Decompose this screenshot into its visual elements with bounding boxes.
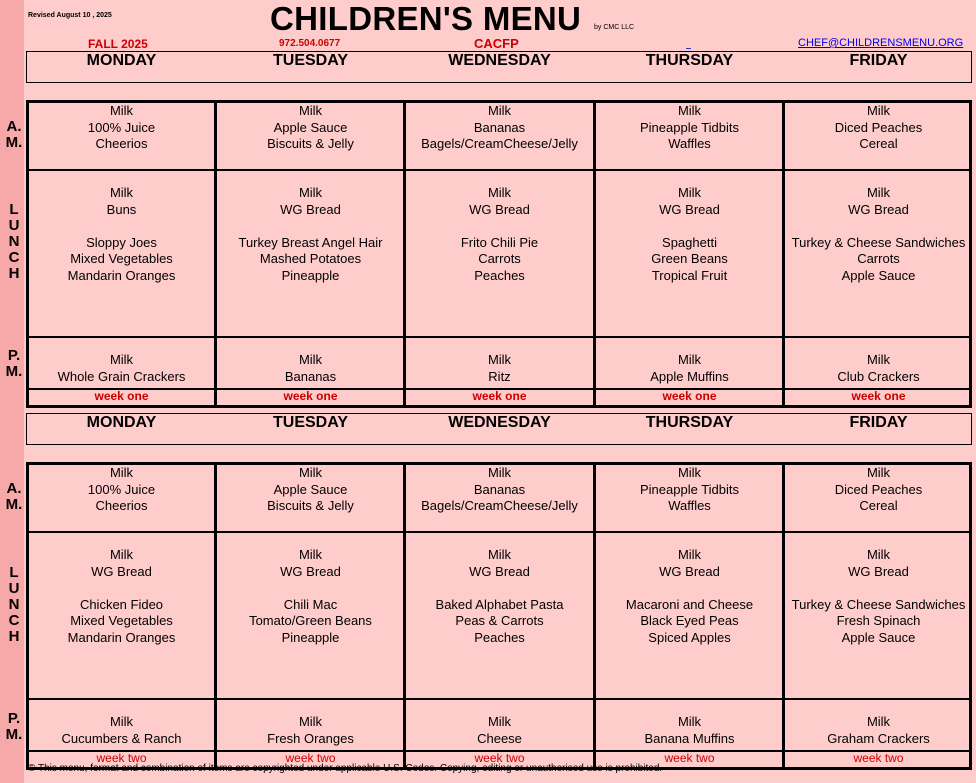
menu-item: Spiced Apples [648, 629, 731, 645]
menu-cell-am-friday [784, 465, 973, 515]
menu-cell-lunch-wednesday [405, 185, 594, 284]
menu-item: Mixed Vegetables [70, 251, 173, 266]
email-link[interactable]: CHEF@CHILDRENSMENU.ORG [798, 37, 964, 49]
menu-item: Macaroni and Cheese [625, 596, 754, 612]
menu-item: Milk [866, 185, 891, 200]
row-divider [29, 336, 969, 338]
period-label: L [9, 564, 19, 581]
menu-item: Milk [677, 185, 702, 200]
menu-item: Milk [109, 465, 134, 480]
menu-item: Milk [866, 352, 891, 367]
week-label: week two [664, 751, 715, 765]
week-label: week two [853, 751, 904, 765]
menu-cell-pm-friday [784, 352, 973, 385]
menu-item: Baked Alphabet Pasta [435, 596, 564, 612]
menu-cell-am-wednesday [405, 103, 594, 153]
row-divider [29, 169, 969, 171]
menu-cell-am-monday [27, 103, 216, 153]
period-label: M. [5, 726, 23, 743]
row-divider [29, 531, 969, 533]
week-label: week one [662, 389, 717, 403]
week-label: week one [851, 389, 906, 403]
menu-item: Milk [109, 547, 134, 562]
day-header-friday: FRIDAY [849, 52, 908, 69]
menu-item [784, 580, 973, 597]
menu-item [27, 218, 216, 235]
menu-cell-lunch-wednesday [405, 547, 594, 646]
menu-item: Milk [298, 352, 323, 367]
menu-item: Pineapple Tidbits [639, 119, 739, 135]
menu-item: Peas & Carrots [455, 613, 544, 628]
menu-item [216, 580, 405, 597]
menu-item: Carrots [478, 251, 521, 266]
menu-cell-am-thursday [595, 103, 784, 153]
menu-cell-am-thursday [595, 465, 784, 515]
menu-cell-am-wednesday [405, 465, 594, 515]
period-label: C [8, 249, 20, 266]
menu-cell-lunch-thursday [595, 547, 784, 646]
menu-item: Bagels/CreamCheese/Jelly [421, 498, 578, 513]
week-label: week one [283, 389, 338, 403]
period-label: A. [6, 480, 22, 497]
menu-item: Mandarin Oranges [67, 267, 176, 283]
menu-cell-pm-thursday [595, 714, 784, 747]
menu-item: Milk [677, 465, 702, 480]
menu-item: Cereal [859, 498, 898, 513]
menu-item: Apple Muffins [650, 368, 729, 384]
menu-cell-pm-monday [27, 352, 216, 385]
period-label: U [8, 580, 20, 597]
period-label: U [8, 217, 20, 234]
menu-item: Green Beans [651, 251, 728, 266]
program-label: CACFP [474, 36, 519, 51]
menu-item: Cucumbers & Ranch [61, 730, 182, 746]
menu-item: Milk [109, 352, 134, 367]
day-header-row [26, 51, 972, 83]
day-header-tuesday: TUESDAY [273, 414, 348, 431]
menu-item: Turkey Breast Angel Hair [238, 234, 383, 250]
menu-cell-lunch-friday [784, 547, 973, 646]
menu-item: Cereal [859, 136, 898, 151]
period-label: P. [7, 710, 21, 727]
menu-item: Milk [298, 185, 323, 200]
row-divider [29, 698, 969, 700]
menu-item: Milk [487, 103, 512, 118]
menu-item: WG Bread [91, 563, 152, 579]
menu-item: Milk [487, 352, 512, 367]
menu-cell-pm-tuesday [216, 714, 405, 747]
menu-item [595, 580, 784, 597]
menu-item: Cheese [477, 730, 522, 746]
menu-item: Pineapple [281, 629, 340, 645]
menu-item: Carrots [857, 251, 900, 266]
copyright-notice: © This menu, format and combination of items are copyrighted under applicable U.S. Codes. Copying, editing or unauthorised use is prohibited. [28, 763, 663, 774]
menu-item: Biscuits & Jelly [267, 498, 354, 513]
menu-cell-lunch-tuesday [216, 185, 405, 284]
menu-item: Pineapple Tidbits [639, 481, 739, 497]
menu-item: Black Eyed Peas [640, 613, 739, 628]
menu-item: Milk [487, 547, 512, 562]
menu-item: Chicken Fideo [79, 596, 164, 612]
week-label: week one [472, 389, 527, 403]
menu-item [595, 218, 784, 235]
link-underline-mark [686, 40, 691, 49]
menu-item: Diced Peaches [834, 119, 923, 135]
menu-item: Fresh Spinach [836, 613, 921, 628]
menu-item [216, 218, 405, 235]
menu-item: Cheerios [95, 498, 148, 513]
period-label: N [8, 233, 20, 250]
menu-cell-pm-wednesday [405, 352, 594, 385]
menu-item: Spaghetti [662, 234, 717, 250]
period-label: L [9, 201, 19, 218]
menu-item: WG Bread [848, 201, 909, 217]
menu-item [784, 218, 973, 235]
menu-item: WG Bread [469, 563, 530, 579]
menu-item: Turkey & Cheese Sandwiches [791, 234, 966, 250]
menu-item: Biscuits & Jelly [267, 136, 354, 151]
menu-item: Frito Chili Pie [460, 234, 539, 250]
menu-cell-pm-monday [27, 714, 216, 747]
menu-item: Sloppy Joes [86, 234, 157, 250]
week-label: week one [94, 389, 149, 403]
menu-cell-am-monday [27, 465, 216, 515]
day-header-monday: MONDAY [86, 52, 157, 69]
menu-item: Milk [866, 714, 891, 729]
menu-item [405, 218, 594, 235]
phone-number: 972.504.0677 [279, 38, 341, 49]
day-header-wednesday: WEDNESDAY [448, 52, 551, 69]
menu-item: Peaches [474, 267, 525, 283]
menu-item: Tropical Fruit [651, 267, 728, 283]
menu-item: Apple Sauce [273, 481, 348, 497]
menu-item: Milk [677, 103, 702, 118]
menu-item: Mandarin Oranges [67, 629, 176, 645]
period-label: N [8, 596, 20, 613]
season-label: FALL 2025 [88, 37, 148, 51]
menu-item: Diced Peaches [834, 481, 923, 497]
menu-item: Milk [109, 714, 134, 729]
menu-item: WG Bread [848, 563, 909, 579]
menu-cell-lunch-thursday [595, 185, 784, 284]
menu-item: Whole Grain Crackers [57, 368, 186, 384]
day-header-tuesday: TUESDAY [273, 52, 348, 69]
menu-cell-am-tuesday [216, 103, 405, 153]
week-label: week two [96, 751, 147, 765]
menu-item: Bananas [284, 368, 337, 384]
menu-item: Milk [109, 185, 134, 200]
menu-cell-lunch-friday [784, 185, 973, 284]
day-header-friday: FRIDAY [849, 414, 908, 431]
day-header-monday: MONDAY [86, 414, 157, 431]
menu-item: WG Bread [469, 201, 530, 217]
menu-item: Apple Sauce [841, 629, 916, 645]
day-header-row [26, 413, 972, 445]
period-label: H [8, 628, 20, 645]
menu-item: Milk [487, 465, 512, 480]
menu-cell-pm-friday [784, 714, 973, 747]
menu-item: Milk [487, 714, 512, 729]
menu-item: Milk [487, 185, 512, 200]
menu-item: WG Bread [280, 563, 341, 579]
menu-item [405, 580, 594, 597]
menu-item: Milk [109, 103, 134, 118]
menu-item: Ritz [488, 368, 511, 384]
menu-cell-lunch-monday [27, 547, 216, 646]
menu-item: Club Crackers [837, 368, 920, 384]
period-label: A. [6, 118, 22, 135]
menu-item: Milk [866, 103, 891, 118]
period-label: M. [5, 363, 23, 380]
menu-item: 100% Juice [87, 119, 156, 135]
menu-item: Milk [298, 547, 323, 562]
period-label: M. [5, 496, 23, 513]
menu-item: Fresh Oranges [267, 730, 354, 746]
byline: by CMC LLC [594, 24, 635, 31]
menu-item: Waffles [668, 136, 711, 151]
menu-item: Cheerios [95, 136, 148, 151]
menu-cell-pm-tuesday [216, 352, 405, 385]
period-label: P. [7, 347, 21, 364]
menu-item: Buns [106, 201, 137, 217]
page-title: CHILDREN'S MENU [270, 0, 582, 37]
menu-item: Milk [866, 547, 891, 562]
menu-item: 100% Juice [87, 481, 156, 497]
menu-item: Apple Sauce [273, 119, 348, 135]
day-header-thursday: THURSDAY [645, 414, 734, 431]
menu-item: WG Bread [280, 201, 341, 217]
menu-item: Apple Sauce [841, 267, 916, 283]
menu-item: Mixed Vegetables [70, 613, 173, 628]
menu-item: Milk [298, 465, 323, 480]
day-header-thursday: THURSDAY [645, 52, 734, 69]
menu-item: Turkey & Cheese Sandwiches [791, 596, 966, 612]
menu-item: Bananas [473, 119, 526, 135]
menu-item: Milk [298, 714, 323, 729]
menu-cell-lunch-tuesday [216, 547, 405, 646]
menu-cell-pm-thursday [595, 352, 784, 385]
menu-item: Waffles [668, 498, 711, 513]
menu-item: Pineapple [281, 267, 340, 283]
menu-item: Tomato/Green Beans [249, 613, 372, 628]
menu-cell-pm-wednesday [405, 714, 594, 747]
revised-date: Revised August 10 , 2025 [28, 12, 112, 19]
menu-cell-lunch-monday [27, 185, 216, 284]
week-label: week two [285, 751, 336, 765]
menu-item: Graham Crackers [827, 730, 930, 746]
menu-item: Milk [298, 103, 323, 118]
menu-item: Mashed Potatoes [259, 251, 362, 266]
menu-item: Milk [866, 465, 891, 480]
menu-cell-am-tuesday [216, 465, 405, 515]
period-label: C [8, 612, 20, 629]
period-label: M. [5, 134, 23, 151]
menu-item: Chili Mac [283, 596, 338, 612]
menu-item: WG Bread [659, 201, 720, 217]
menu-item: Banana Muffins [644, 730, 735, 746]
menu-item: Peaches [474, 629, 525, 645]
menu-item: Milk [677, 547, 702, 562]
menu-cell-am-friday [784, 103, 973, 153]
menu-item [27, 580, 216, 597]
period-label: H [8, 265, 20, 282]
week-label: week two [474, 751, 525, 765]
menu-item: WG Bread [659, 563, 720, 579]
menu-item: Milk [677, 714, 702, 729]
menu-item: Milk [677, 352, 702, 367]
menu-item: Bananas [473, 481, 526, 497]
day-header-wednesday: WEDNESDAY [448, 414, 551, 431]
menu-item: Bagels/CreamCheese/Jelly [421, 136, 578, 151]
